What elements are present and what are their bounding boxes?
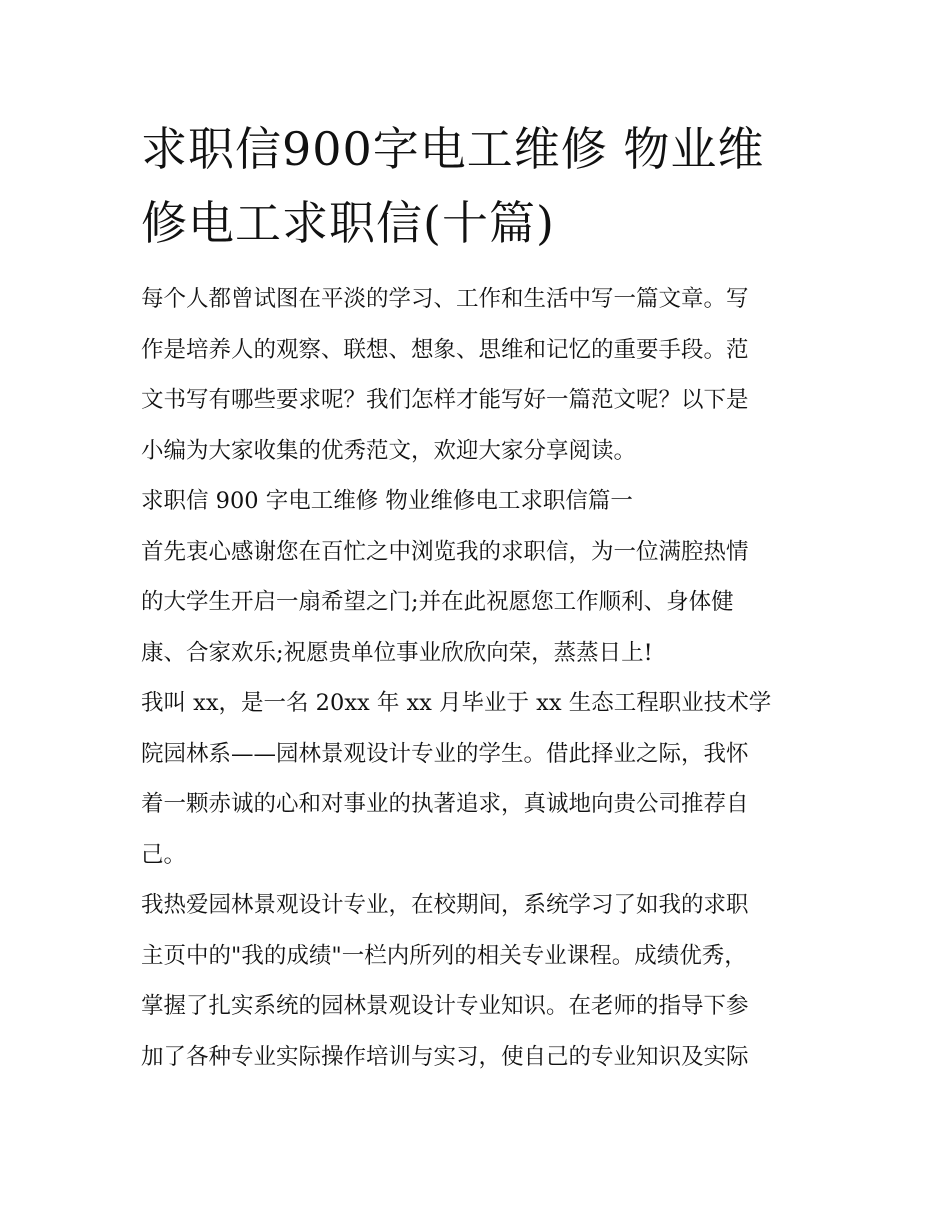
paragraph-line: 主页中的"我的成绩"一栏内所列的相关专业课程。成绩优秀， [141,942,747,969]
document-title [141,112,813,260]
intro-line: 作是培养人的观察、联想、想象、思维和记忆的重要手段。范 [141,336,749,363]
intro-line: 小编为大家收集的优秀范文，欢迎大家分享阅读。 [141,437,637,464]
paragraph-line: 的大学生开启一扇希望之门;并在此祝愿您工作顺利、身体健 [141,589,734,615]
paragraph-line: 我热爱园林景观设计专业，在校期间，系统学习了如我的求职 [141,892,749,918]
title-line-2: 修电工求职信(十篇) [141,196,555,250]
paragraph-line: 首先衷心感谢您在百忙之中浏览我的求职信，为一位满腔热情 [141,538,749,565]
paragraph-line: 我叫 xx，是一名 20xx 年 xx 月毕业于 xx 生态工程职业技术学 [141,690,772,716]
intro-line: 文书写有哪些要求呢？我们怎样才能写好一篇范文呢？以下是 [141,387,749,413]
paragraph-line: 掌握了扎实系统的园林景观设计专业知识。在老师的指导下参 [141,993,749,1019]
paragraph-line: 己。 [141,841,187,868]
section-heading: 求职信 900 字电工维修 物业维修电工求职信篇一 [141,488,633,514]
document-page [141,112,813,1082]
paragraph-line: 加了各种专业实际操作培训与实习，使自己的专业知识及实际 [141,1043,749,1070]
document-body [141,274,813,1082]
paragraph-line: 着一颗赤诚的心和对事业的执著追求，真诚地向贵公司推荐自 [141,791,749,817]
paragraph-line: 院园林系——园林景观设计专业的学生。借此择业之际，我怀 [141,740,749,767]
intro-line: 每个人都曾试图在平淡的学习、工作和生活中写一篇文章。写 [141,286,749,312]
title-line-1: 求职信900字电工维修 物业维 [141,122,765,176]
paragraph-line: 康、合家欢乐;祝愿贵单位事业欣欣向荣，蒸蒸日上! [141,639,653,666]
